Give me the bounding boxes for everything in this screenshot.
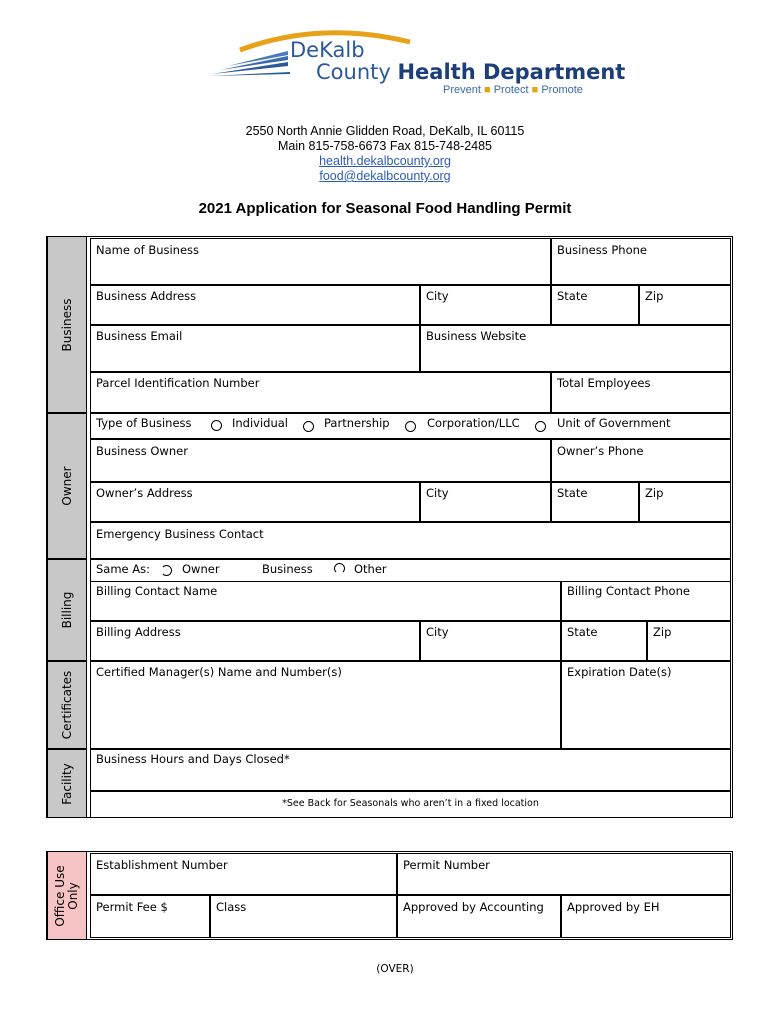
over-footer: (OVER) [376, 963, 414, 975]
total-employees-field[interactable]: Total Employees [551, 372, 731, 413]
radio-billing-owner[interactable] [161, 565, 172, 576]
business-hours-field[interactable]: Business Hours and Days Closed* [90, 749, 731, 791]
owner-phone-field[interactable]: Owner’s Phone [551, 439, 731, 482]
phone-fax: Main 815-758-6673 Fax 815-748-2485 [277, 139, 493, 153]
business-city-field[interactable]: City [420, 285, 551, 325]
establishment-number-field[interactable]: Establishment Number [90, 853, 397, 895]
parcel-id-field[interactable]: Parcel Identification Number [90, 372, 551, 413]
name-of-business-field[interactable]: Name of Business [90, 238, 551, 285]
facility-note: *See Back for Seasonals who aren’t in a fixed location [282, 798, 539, 809]
billing-state-field[interactable]: State [561, 621, 647, 661]
radio-government[interactable] [535, 421, 546, 432]
owner-address-field[interactable]: Owner’s Address [90, 482, 420, 522]
business-website-field[interactable]: Business Website [420, 325, 731, 372]
business-owner-field[interactable]: Business Owner [90, 439, 551, 482]
permit-number-field[interactable]: Permit Number [397, 853, 731, 895]
website-link[interactable]: health.dekalbcounty.org [319, 154, 451, 168]
radio-partnership[interactable] [303, 421, 314, 432]
same-as-row [90, 559, 731, 581]
logo-wordmark-health-department: County Health Department [316, 60, 626, 84]
logo-wordmark-dekalb: DeKalb [290, 38, 365, 62]
radio-corporation[interactable] [405, 421, 416, 432]
section-label-business: Business [47, 236, 87, 413]
business-email-field[interactable]: Business Email [90, 325, 420, 372]
radio-individual-label: Individual [232, 416, 289, 430]
billing-contact-phone-field[interactable]: Billing Contact Phone [561, 581, 731, 621]
business-address-field[interactable]: Business Address [90, 285, 420, 325]
owner-state-field[interactable]: State [551, 482, 639, 522]
section-label-office-use-only: Office Use Only [47, 851, 87, 940]
section-label-billing: Billing [47, 559, 87, 661]
page-title: 2021 Application for Seasonal Food Handling Permit [198, 200, 572, 217]
type-of-business-label: Type of Business [96, 416, 192, 430]
contact-block [0, 124, 770, 184]
billing-address-field[interactable]: Billing Address [90, 621, 420, 661]
radio-government-label: Unit of Government [557, 416, 671, 430]
emergency-contact-field[interactable]: Emergency Business Contact [90, 522, 731, 559]
same-as-label: Same As: [96, 562, 151, 576]
business-zip-field[interactable]: Zip [639, 285, 731, 325]
approved-eh-field[interactable]: Approved by EH [561, 895, 731, 938]
section-label-certificates: Certificates [47, 661, 87, 749]
logo-tagline: Prevent ■ Protect ■ Promote [443, 84, 583, 96]
billing-zip-field[interactable]: Zip [647, 621, 731, 661]
radio-partnership-label: Partnership [324, 416, 390, 430]
permit-fee-field[interactable]: Permit Fee $ [90, 895, 210, 938]
radio-individual[interactable] [211, 420, 222, 431]
class-field[interactable]: Class [210, 895, 397, 938]
section-label-facility: Facility [47, 749, 87, 818]
street-address: 2550 North Annie Glidden Road, DeKalb, IL 60115 [245, 124, 525, 138]
section-label-owner: Owner [47, 413, 87, 559]
radio-billing-other-label: Other [354, 562, 387, 576]
type-of-business-row [90, 413, 731, 439]
business-phone-field[interactable]: Business Phone [551, 238, 731, 285]
owner-city-field[interactable]: City [420, 482, 551, 522]
radio-corporation-label: Corporation/LLC [427, 416, 520, 430]
email-link[interactable]: food@dekalbcounty.org [319, 169, 451, 183]
certified-managers-field[interactable]: Certified Manager(s) Name and Number(s) [90, 661, 561, 749]
radio-billing-owner-label: Owner [182, 562, 220, 576]
business-state-field[interactable]: State [551, 285, 639, 325]
approved-accounting-field[interactable]: Approved by Accounting [397, 895, 561, 938]
billing-contact-field[interactable]: Billing Contact Name [90, 581, 561, 621]
expiration-dates-field[interactable]: Expiration Date(s) [561, 661, 731, 749]
billing-city-field[interactable]: City [420, 621, 561, 661]
radio-billing-other[interactable] [334, 563, 345, 574]
radio-billing-business-label: Business [262, 562, 313, 576]
owner-zip-field[interactable]: Zip [639, 482, 731, 522]
facility-note-row [90, 791, 731, 818]
